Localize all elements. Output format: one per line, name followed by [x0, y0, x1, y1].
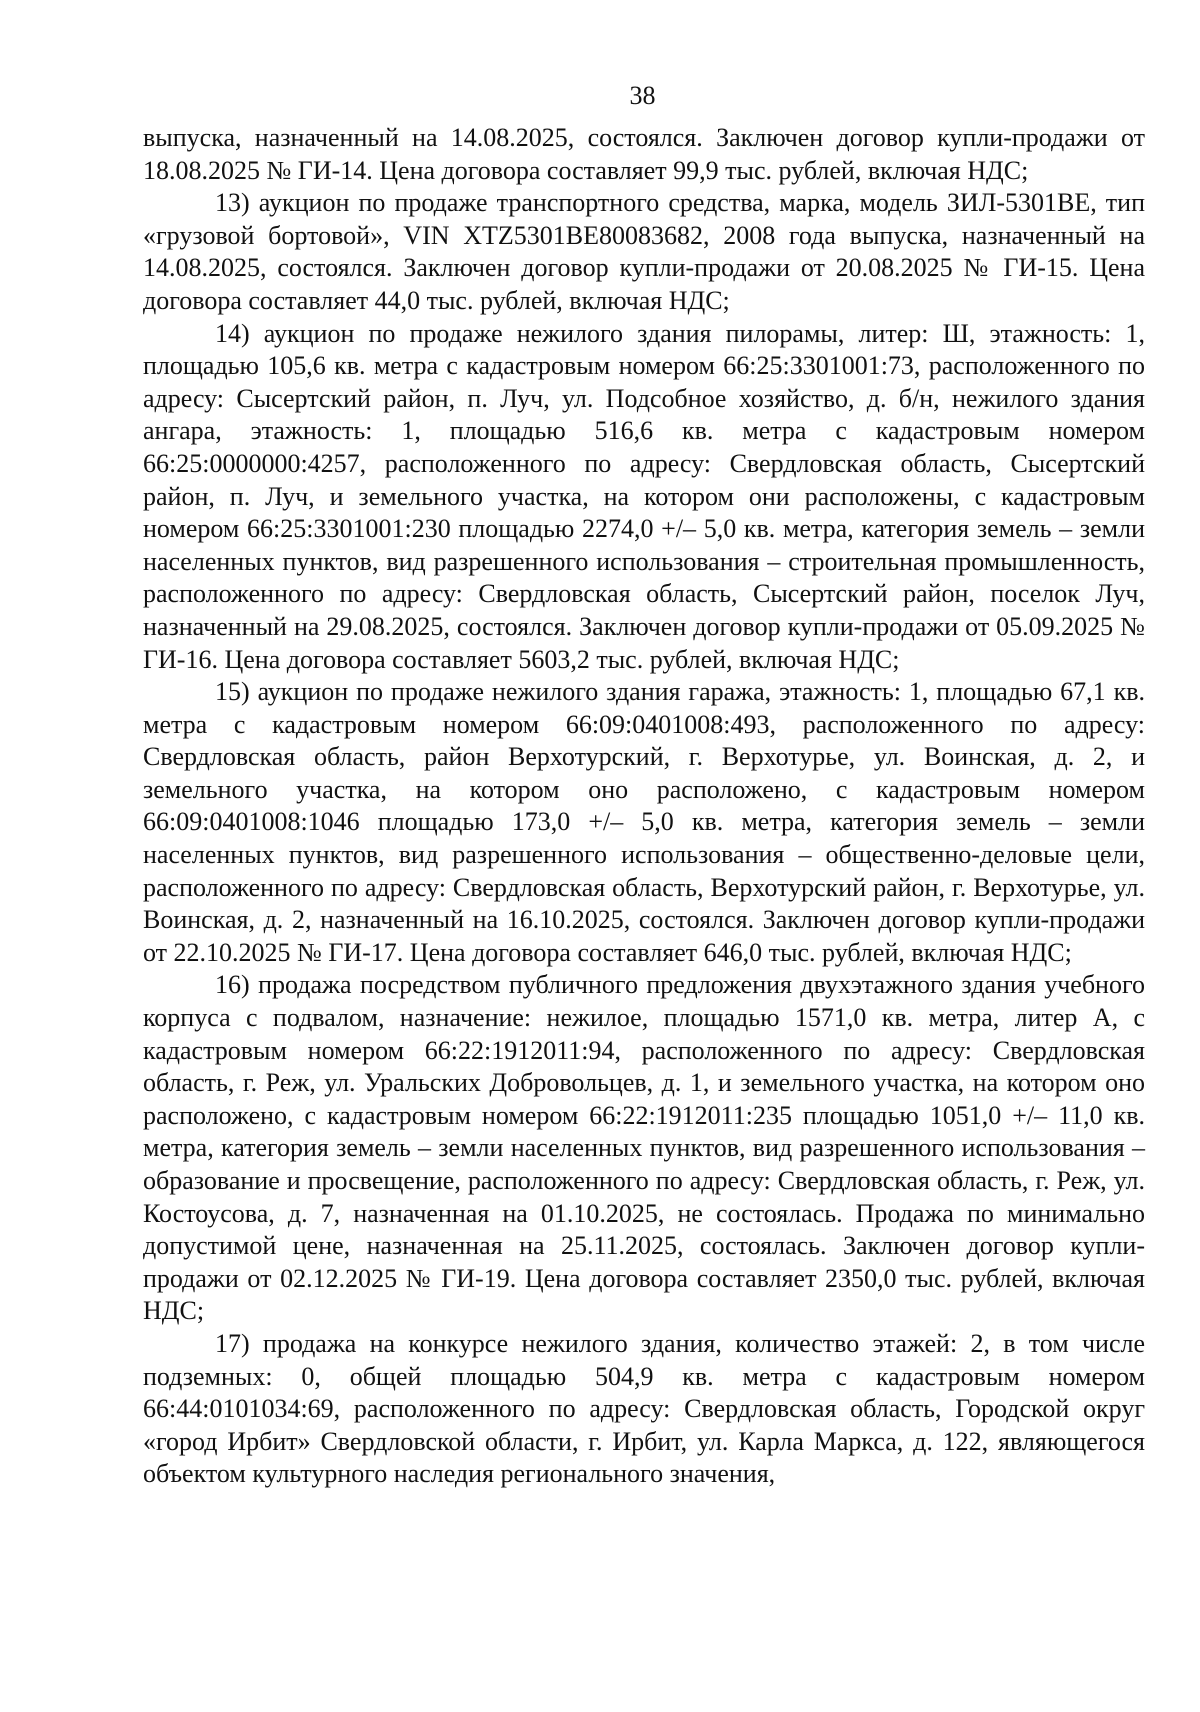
document-body [143, 122, 1145, 1491]
paragraph-item-13: 13) аукцион по продаже транспортного средства, марка, модель ЗИЛ-5301ВЕ, тип «грузовой бортовой», VIN XTZ5301BE80083682, 2008 года выпуска, назначенный на 14.08.2025, состоялся. Заключен договор купли-продажи от 20.08.2025 № ГИ-15. Цена договора составляет 44,0 тыс. рублей, включая НДС; [143, 188, 1145, 315]
paragraph-item-15: 15) аукцион по продаже нежилого здания гаража, этажность: 1, площадью 67,1 кв. метра с кадастровым номером 66:09:0401008:493, расположенного по адресу: Свердловская область, район Верхотурский, г. Верхотурье, ул. Воинская, д. 2, и земельного участка, на котором оно расположено, с кадастровым номером 66:09:0401008:1046 площадью 173,0 +/– 5,0 кв. метра, категория земель – земли населенных пунктов, вид разрешенного использования – общественно-деловые цели, расположенного по адресу: Свердловская область, Верхотурский район, г. Верхотурье, ул. Воинская, д. 2, назначенный на 16.10.2025, состоялся. Заключен договор купли-продажи от 22.10.2025 № ГИ-17. Цена договора составляет 646,0 тыс. рублей, включая НДС; [143, 677, 1145, 967]
paragraph-item-12-continuation: выпуска, назначенный на 14.08.2025, состоялся. Заключен договор купли-продажи от 18.08.2025 № ГИ-14. Цена договора составляет 99,9 тыс. рублей, включая НДС; [143, 123, 1145, 185]
paragraph-item-17: 17) продажа на конкурсе нежилого здания, количество этажей: 2, в том числе подземных: 0, общей площадью 504,9 кв. метра с кадастровым номером 66:44:0101034:69, расположенного по адресу: Свердловская область, Городской округ «город Ирбит» Свердловской области, г. Ирбит, ул. Карла Маркса, д. 122, являющегося объектом культурного наследия регионального значения, [143, 1328, 1145, 1489]
paragraph-item-16: 16) продажа посредством публичного предложения двухэтажного здания учебного корпуса с подвалом, назначение: нежилое, площадью 1571,0 кв. метра, литер А, с кадастровым номером 66:22:1912011:94, расположенного по адресу: Свердловская область, г. Реж, ул. Уральских Добровольцев, д. 1, и земельного участка, на котором оно расположено, с кадастровым номером 66:22:1912011:235 площадью 1051,0 +/– 11,0 кв. метра, категория земель – земли населенных пунктов, вид разрешенного использования – образование и просвещение, расположенного по адресу: Свердловская область, г. Реж, ул. Костоусова, д. 7, назначенная на 01.10.2025, не состоялась. Продажа по минимально допустимой цене, назначенная на 25.11.2025, состоялась. Заключен договор купли-продажи от 02.12.2025 № ГИ-19. Цена договора составляет 2350,0 тыс. рублей, включая НДС; [143, 970, 1145, 1326]
page-number: 38 [629, 81, 656, 110]
paragraph-item-14: 14) аукцион по продаже нежилого здания пилорамы, литер: Ш, этажность: 1, площадью 105,6 кв. метра с кадастровым номером 66:25:3301001:73, расположенного по адресу: Сысертский район, п. Луч, ул. Подсобное хозяйство, д. б/н, нежилого здания ангара, этажность: 1, площадью 516,6 кв. метра с кадастровым номером 66:25:0000000:4257, расположенного по адресу: Свердловская область, Сысертский район, п. Луч, и земельного участка, на котором они расположены, с кадастровым номером 66:25:3301001:230 площадью 2274,0 +/– 5,0 кв. метра, категория земель – земли населенных пунктов, вид разрешенного использования – строительная промышленность, расположенного по адресу: Свердловская область, Сысертский район, поселок Луч, назначенный на 29.08.2025, состоялся. Заключен договор купли-продажи от 05.09.2025 № ГИ-16. Цена договора составляет 5603,2 тыс. рублей, включая НДС; [143, 318, 1145, 674]
